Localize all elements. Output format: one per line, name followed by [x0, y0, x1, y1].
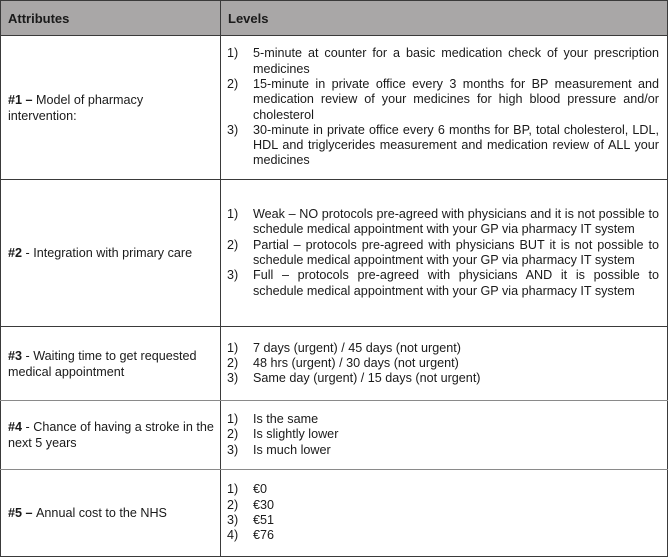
level-item [227, 238, 659, 269]
level-text: Is the same [253, 412, 319, 427]
level-number: 2) [227, 497, 239, 512]
levels-cell [221, 180, 668, 327]
levels-list [227, 412, 659, 458]
levels-cell [221, 36, 668, 180]
attribute-separator: - [22, 348, 34, 363]
level-text: €0 [253, 482, 268, 497]
attribute-id: #3 [8, 348, 23, 363]
attribute-name: Integration with primary care [33, 246, 193, 260]
level-text: Weak – NO protocols pre-agreed with physicians and it is not possible to schedule medical appointment with your GP via pharmacy IT system [253, 207, 659, 237]
level-text: 5-minute at counter for a basic medication check of your prescription medicines [253, 46, 659, 76]
level-text: 15-minute in private office every 3 months for BP measurement and medication review of your medicines for high blood pressure and/or cholesterol [253, 76, 659, 122]
level-item [227, 356, 659, 371]
level-item [227, 123, 659, 169]
attribute-cell [1, 470, 221, 557]
table-row-attribute-5 [1, 470, 668, 557]
level-number: 2) [227, 427, 239, 442]
level-text: €51 [253, 513, 275, 527]
level-text: 48 hrs (urgent) / 30 days (not urgent) [253, 355, 459, 370]
attribute-separator: – [22, 506, 37, 520]
level-item [227, 412, 659, 427]
attribute-cell [1, 327, 221, 401]
attribute-name: Annual cost to the NHS [36, 506, 167, 520]
level-text: 7 days (urgent) / 45 days (not urgent) [253, 340, 461, 355]
level-item [227, 443, 659, 458]
table-row-attribute-4 [1, 401, 668, 470]
attribute-separator: - [22, 420, 34, 434]
attribute-cell [1, 401, 221, 470]
levels-cell [221, 401, 668, 470]
level-number: 2) [227, 76, 239, 91]
attribute-id: #1 [8, 92, 23, 107]
levels-cell [221, 327, 668, 401]
level-item [227, 513, 659, 528]
level-item [227, 482, 659, 497]
table-body [1, 36, 668, 557]
level-item [227, 46, 659, 77]
level-number: 3) [227, 122, 239, 137]
level-text: €30 [253, 497, 275, 512]
level-item [227, 498, 659, 513]
level-item [227, 371, 659, 386]
attribute-separator: – [22, 92, 37, 107]
level-number: 4) [227, 528, 239, 543]
header-row [1, 1, 668, 36]
attribute-id: #5 [8, 506, 23, 520]
level-number: 1) [227, 340, 239, 355]
level-number: 3) [227, 442, 239, 457]
attribute-name: Waiting time to get requested medical appointment [8, 348, 197, 379]
attribute-id: #2 [8, 246, 23, 260]
level-text: Is slightly lower [253, 427, 339, 442]
attribute-cell [1, 36, 221, 180]
level-text: Same day (urgent) / 15 days (not urgent) [253, 371, 481, 386]
header-levels: Levels [221, 1, 668, 36]
level-number: 2) [227, 355, 239, 370]
attribute-name: Chance of having a stroke in the next 5 years [8, 420, 214, 450]
level-number: 1) [227, 482, 239, 497]
level-number: 2) [227, 237, 239, 252]
levels-list [227, 482, 659, 543]
level-text: Full – protocols pre-agreed with physicians AND it is possible to schedule medical appointment with your GP via pharmacy IT system [253, 268, 659, 298]
level-number: 3) [227, 513, 239, 527]
level-item [227, 341, 659, 356]
level-number: 3) [227, 371, 239, 386]
level-item [227, 427, 659, 442]
levels-cell [221, 470, 668, 557]
level-number: 1) [227, 207, 239, 222]
level-text: Partial – protocols pre-agreed with physicians BUT it is not possible to schedule medical appointment with your GP via pharmacy IT system [253, 237, 659, 267]
attribute-name: Model of pharmacy intervention: [8, 92, 144, 123]
attribute-cell [1, 180, 221, 327]
attribute-separator: - [22, 246, 34, 260]
level-item [227, 528, 659, 543]
level-text: 30-minute in private office every 6 months for BP, total cholesterol, LDL, HDL and triglycerides measurement and medication review of ALL your medicines [253, 122, 659, 168]
level-number: 3) [227, 268, 239, 283]
level-text: €76 [253, 528, 275, 543]
levels-list [227, 207, 659, 299]
attribute-id: #4 [8, 420, 23, 434]
table-row-attribute-1 [1, 36, 668, 180]
level-text: Is much lower [253, 442, 331, 457]
table-header [1, 1, 668, 36]
level-item [227, 268, 659, 299]
level-item [227, 77, 659, 123]
table-row-attribute-2 [1, 180, 668, 327]
level-number: 1) [227, 412, 239, 427]
levels-list [227, 46, 659, 168]
levels-list [227, 341, 659, 387]
level-item [227, 207, 659, 238]
table-row-attribute-3 [1, 327, 668, 401]
level-number: 1) [227, 46, 239, 61]
header-attributes: Attributes [1, 1, 221, 36]
